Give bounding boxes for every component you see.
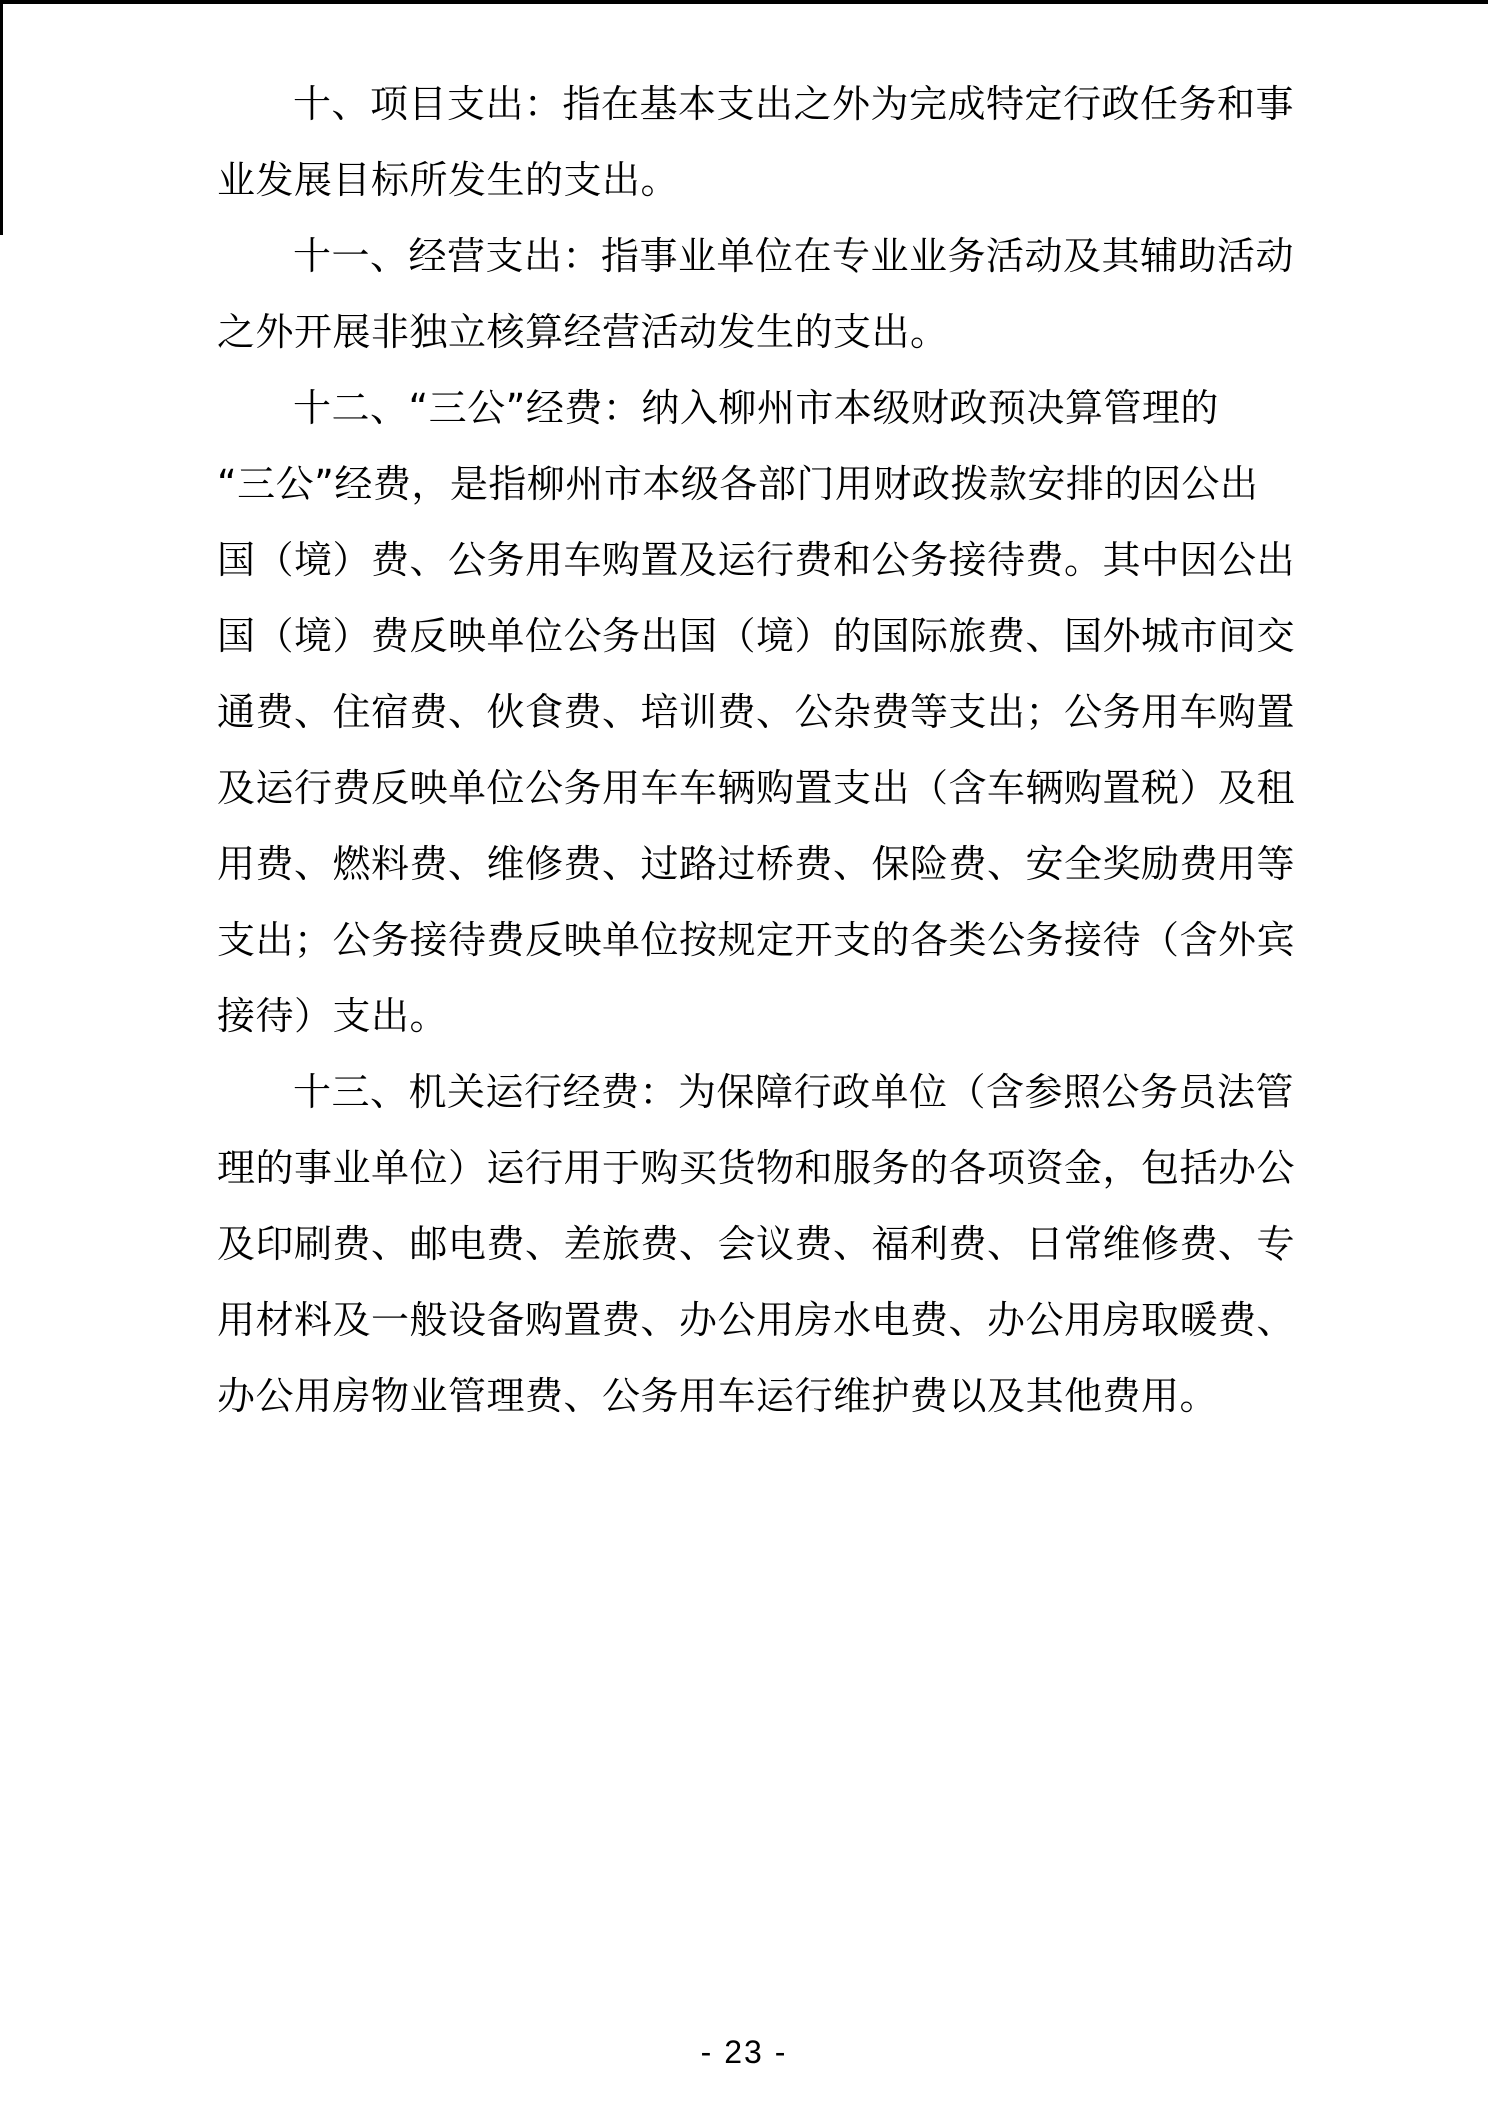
page-number: - 23 - [700,2034,788,2070]
text-line: 支出；公务接待费反映单位按规定开支的各类公务接待（含外宾 [217,918,1296,962]
page-footer [0,2032,1488,2072]
text-line: 十三、机关运行经费：为保障行政单位（含参照公务员法管 [293,1070,1295,1114]
text-line: 理的事业单位）运行用于购买货物和服务的各项资金，包括办公 [217,1146,1296,1190]
text-line: 业发展目标所发生的支出。 [217,158,680,202]
text-line: 国（境）费反映单位公务出国（境）的国际旅费、国外城市间交 [217,614,1296,658]
text-line: 十、项目支出：指在基本支出之外为完成特定行政任务和事 [293,82,1295,126]
text-line: 用材料及一般设备购置费、办公用房水电费、办公用房取暖费、 [217,1298,1296,1342]
text-line: 之外开展非独立核算经营活动发生的支出。 [217,310,949,354]
text-line: 及印刷费、邮电费、差旅费、会议费、福利费、日常维修费、专 [217,1222,1296,1266]
scan-edge-left [0,0,3,235]
paragraph-10 [217,66,1295,218]
paragraph-12 [217,370,1296,1054]
document-body [217,66,1296,1434]
text-line: 十一、经营支出：指事业单位在专业业务活动及其辅助活动 [293,234,1295,278]
text-line: 及运行费反映单位公务用车车辆购置支出（含车辆购置税）及租 [217,766,1296,810]
text-line: 十二、“三公”经费：纳入柳州市本级财政预决算管理的 [293,386,1219,430]
text-line: “三公”经费，是指柳州市本级各部门用财政拨款安排的因公出 [217,462,1259,506]
paragraph-11 [217,218,1295,370]
text-line: 接待）支出。 [217,994,449,1038]
scan-edge-top [0,0,1488,4]
text-line: 用费、燃料费、维修费、过路过桥费、保险费、安全奖励费用等 [217,842,1296,886]
text-line: 通费、住宿费、伙食费、培训费、公杂费等支出；公务用车购置 [217,690,1296,734]
text-line: 办公用房物业管理费、公务用车运行维护费以及其他费用。 [217,1374,1219,1418]
text-line: 国（境）费、公务用车购置及运行费和公务接待费。其中因公出 [217,538,1296,582]
paragraph-13 [217,1054,1296,1434]
